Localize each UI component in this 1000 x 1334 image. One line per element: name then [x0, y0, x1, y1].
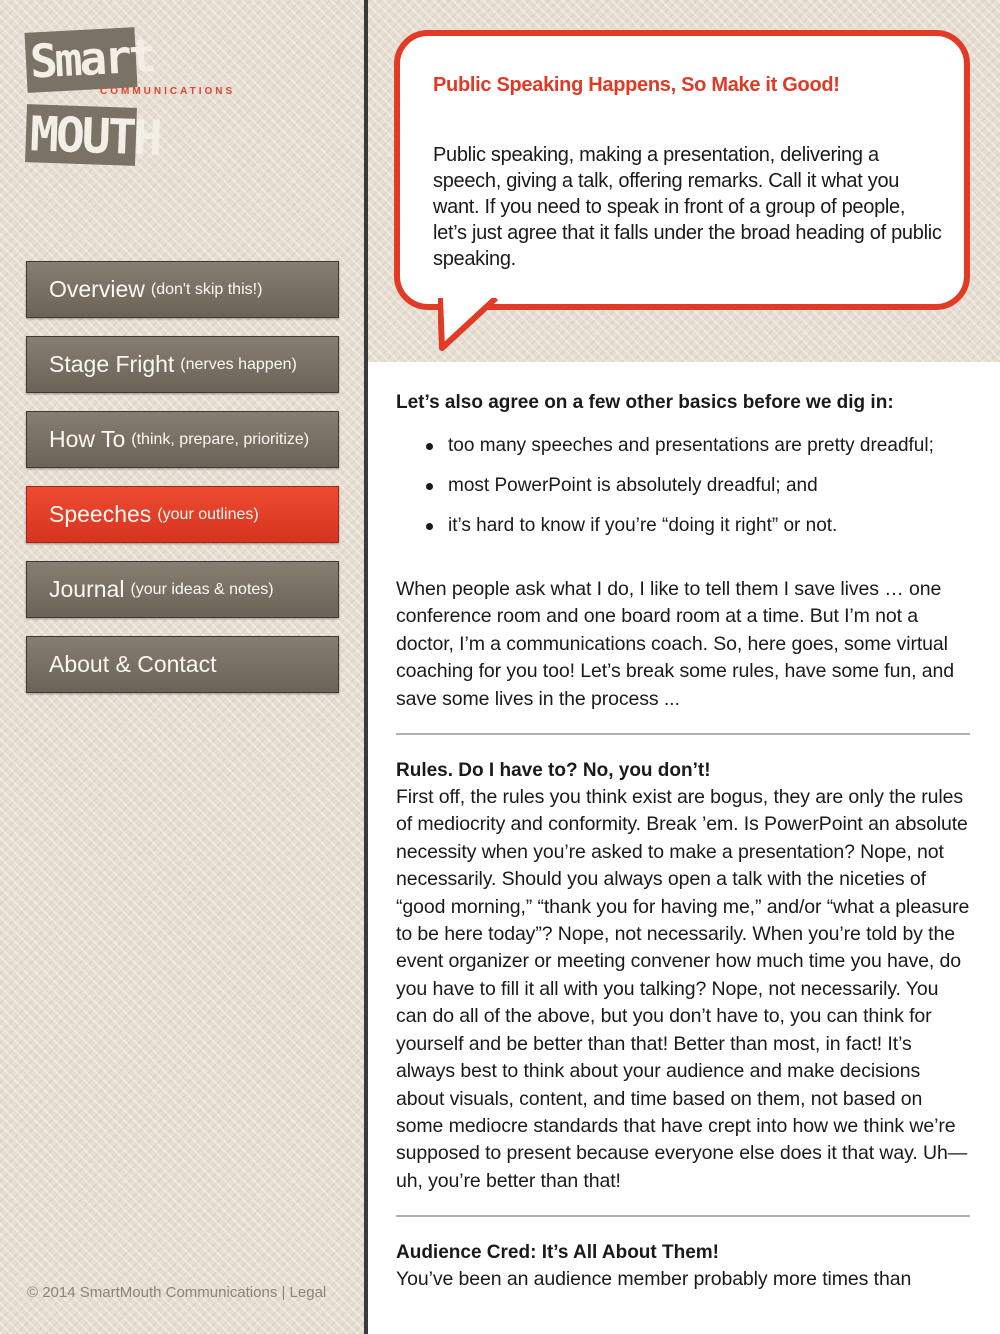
hero	[368, 0, 1000, 362]
nav-item-journal[interactable]	[26, 561, 339, 618]
nav-label: About & Contact	[49, 651, 217, 677]
rules-title: Rules. Do I have to? No, you don’t!	[396, 760, 711, 782]
nav-item-how-to[interactable]	[26, 411, 339, 468]
footer-copyright[interactable]: © 2014 SmartMouth Communications | Legal	[27, 1284, 327, 1301]
main-nav	[26, 261, 339, 711]
bubble-title: Public Speaking Happens, So Make it Good!	[433, 74, 840, 96]
logo[interactable]	[26, 26, 246, 166]
logo-smart: Smart	[25, 27, 138, 93]
list-item: most PowerPoint is absolutely dreadful; and	[426, 466, 970, 506]
nav-item-speeches[interactable]	[26, 486, 339, 543]
nav-label: Speeches	[49, 501, 152, 527]
rules-paragraph: First off, the rules you think exist are bogus, they are only the rules of mediocrity and conformity. Break ’em. Is PowerPoint an absolute necessity when you’re asked to make a presentation? Nope, not necessarily. Should you always open a talk with the niceties of “good morning,” “thank you for having me,” and/or “what a pleasure to be here today”? Nope, not necessarily. When you’re told by the event organizer or meeting convener how much time you have, do you have to fill it all with you talking? Nope, not necessarily. You can do all of the above, but you don’t have to, you can think for yourself and be better than that! Better than most, in fact! It’s always best to think about your audience and make decisions about visuals, content, and time based on them, not based on some mediocre standards that have crept into how we think we’re supposed to present because everyone else does it that way. Uh—uh, you’re better than that!	[396, 786, 970, 1192]
speech-bubble-tail	[438, 298, 498, 352]
nav-item-stage-fright[interactable]	[26, 336, 339, 393]
list-item: too many speeches and presentations are pretty dreadful;	[426, 426, 970, 466]
nav-item-overview[interactable]	[26, 261, 339, 318]
audience-title: Audience Cred: It’s All About Them!	[396, 1242, 720, 1264]
nav-label: Overview	[49, 276, 145, 302]
nav-label: Stage Fright	[49, 351, 175, 377]
nav-item-about-contact[interactable]	[26, 636, 339, 693]
bubble-body: Public speaking, making a presentation, delivering a speech, giving a talk, offering remarks. Call it what you want. If you need to speak in front of a group of people, let’s just agree that it falls under the broad heading of public speaking.	[433, 144, 942, 270]
audience-paragraph: You’ve been an audience member probably more times than	[396, 1268, 912, 1291]
nav-sub: (your ideas & notes)	[130, 580, 274, 598]
sidebar	[0, 0, 364, 1334]
nav-label: Journal	[49, 576, 125, 602]
nav-sub: (your outlines)	[157, 505, 259, 523]
speech-bubble	[394, 30, 970, 310]
section-divider	[396, 733, 970, 735]
intro-paragraph: When people ask what I do, I like to tell them I save lives … one conference room and one board room at a time. But I’m not a doctor, I’m a communications coach. So, here goes, some virtual coaching for you too! Let’s break some rules, have some fun, and save some lives in the process ...	[396, 578, 954, 710]
logo-mouth: MOUTH	[25, 104, 137, 166]
list-item: it’s hard to know if you’re “doing it right” or not.	[426, 506, 970, 546]
nav-sub: (don't skip this!)	[150, 280, 263, 298]
nav-label: How To	[49, 426, 126, 452]
basics-list	[426, 426, 970, 546]
nav-sub: (think, prepare, prioritize)	[131, 430, 310, 448]
article	[396, 392, 970, 1294]
section-divider	[396, 1215, 970, 1217]
main-content	[368, 0, 1000, 1334]
nav-sub: (nerves happen)	[180, 355, 297, 373]
logo-communications: COMMUNICATIONS	[100, 86, 236, 97]
basics-heading: Let’s also agree on a few other basics before we dig in:	[396, 392, 894, 413]
